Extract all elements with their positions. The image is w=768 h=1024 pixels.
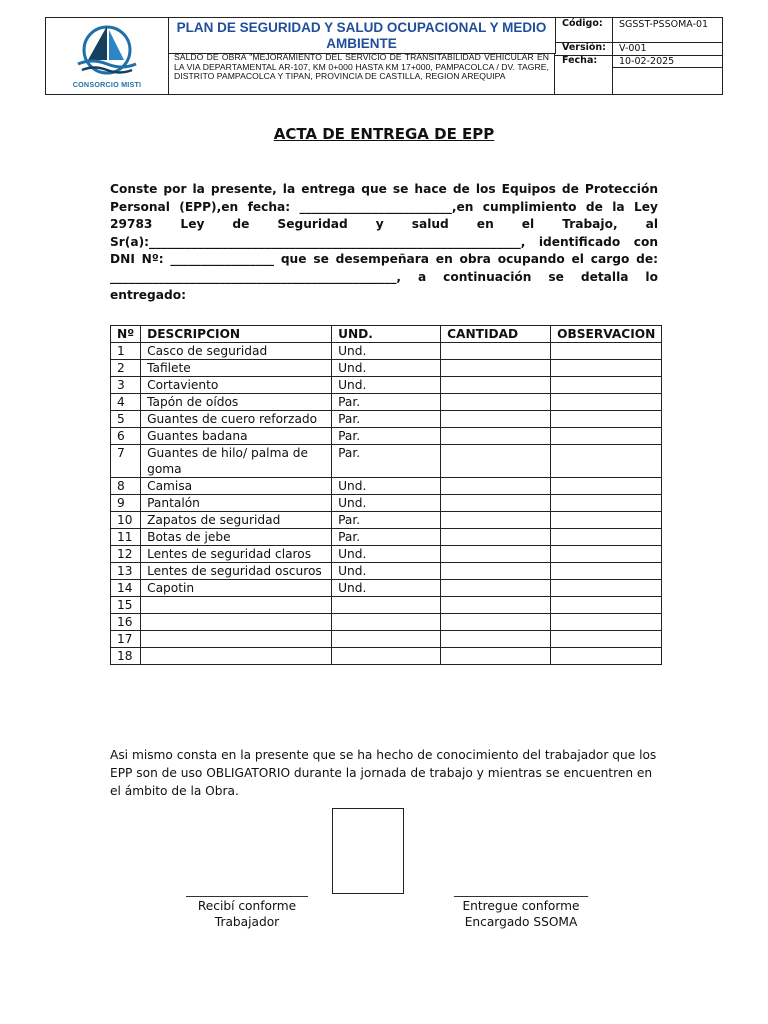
document-header bbox=[45, 17, 723, 95]
cell-number: 3 bbox=[111, 377, 141, 394]
cell-quantity bbox=[441, 631, 551, 648]
cell-number: 15 bbox=[111, 597, 141, 614]
cell-quantity bbox=[441, 614, 551, 631]
table-row bbox=[111, 648, 662, 665]
cell-quantity bbox=[441, 411, 551, 428]
table-row bbox=[111, 411, 662, 428]
cell-unit: Par. bbox=[332, 512, 441, 529]
cell-observation bbox=[551, 512, 662, 529]
cell-unit: Par. bbox=[332, 428, 441, 445]
cell-description: Capotin bbox=[141, 580, 332, 597]
company-logo-icon bbox=[66, 22, 148, 80]
cell-observation bbox=[551, 495, 662, 512]
col-header-description: DESCRIPCION bbox=[141, 326, 332, 343]
fingerprint-box bbox=[332, 808, 404, 894]
cell-unit: Und. bbox=[332, 343, 441, 360]
signature-label-delivered: Entregue conforme bbox=[462, 899, 580, 913]
document-meta bbox=[555, 18, 722, 94]
cell-quantity bbox=[441, 563, 551, 580]
cell-observation bbox=[551, 529, 662, 546]
cell-number: 7 bbox=[111, 445, 141, 478]
cell-quantity bbox=[441, 377, 551, 394]
signature-line-ssoma: ______________________ bbox=[453, 883, 589, 897]
cell-unit bbox=[332, 648, 441, 665]
table-row bbox=[111, 597, 662, 614]
signature-role-ssoma: Encargado SSOMA bbox=[464, 915, 578, 929]
company-name: CONSORCIO MISTI bbox=[72, 80, 142, 89]
cell-observation bbox=[551, 648, 662, 665]
logo-cell bbox=[46, 18, 169, 94]
cell-observation bbox=[551, 614, 662, 631]
meta-date-label: Fecha: bbox=[555, 55, 613, 94]
plan-title: PLAN DE SEGURIDAD Y SALUD OCUPACIONAL Y MEDIO AMBIENTE bbox=[176, 19, 547, 51]
cell-unit: Par. bbox=[332, 411, 441, 428]
cell-unit: Und. bbox=[332, 546, 441, 563]
cell-observation bbox=[551, 360, 662, 377]
cell-quantity bbox=[441, 445, 551, 478]
cell-observation bbox=[551, 478, 662, 495]
cell-number: 16 bbox=[111, 614, 141, 631]
cell-quantity bbox=[441, 529, 551, 546]
cell-number: 4 bbox=[111, 394, 141, 411]
cell-description: Guantes de cuero reforzado bbox=[141, 411, 332, 428]
meta-version-label: Versión: bbox=[555, 42, 613, 55]
cell-number: 13 bbox=[111, 563, 141, 580]
cell-quantity bbox=[441, 648, 551, 665]
cell-quantity bbox=[441, 428, 551, 445]
cell-quantity bbox=[441, 394, 551, 411]
cell-description bbox=[141, 648, 332, 665]
cell-quantity bbox=[441, 580, 551, 597]
cell-observation bbox=[551, 343, 662, 360]
table-row bbox=[111, 512, 662, 529]
signature-line-worker: ____________________ bbox=[186, 883, 308, 897]
cell-number: 6 bbox=[111, 428, 141, 445]
cell-number: 17 bbox=[111, 631, 141, 648]
cell-description: Guantes de hilo/ palma de goma bbox=[141, 445, 332, 478]
cell-description: Pantalón bbox=[141, 495, 332, 512]
cell-observation bbox=[551, 394, 662, 411]
cell-observation bbox=[551, 411, 662, 428]
table-row bbox=[111, 428, 662, 445]
cell-observation bbox=[551, 377, 662, 394]
cell-observation bbox=[551, 563, 662, 580]
table-header-row bbox=[111, 326, 662, 343]
cell-description: Botas de jebe bbox=[141, 529, 332, 546]
col-header-observation: OBSERVACION bbox=[551, 326, 662, 343]
intro-paragraph: Conste por la presente, la entrega que se hace de los Equipos de Protección Personal (EPP),en fecha: _________________________,en cumplimiento de la Ley 29783 Ley de Seguridad y salud en el Trabajo, al Sr(a):_____________________________________________________________, identificado con DNI Nº: _________________ que se desempeñara en obra ocupando el cargo de: _______________________________________________, a continuación se detalla lo entregado: bbox=[110, 182, 658, 302]
cell-unit: Und. bbox=[332, 563, 441, 580]
cell-number: 18 bbox=[111, 648, 141, 665]
col-header-unit: UND. bbox=[332, 326, 441, 343]
cell-quantity bbox=[441, 478, 551, 495]
table-row bbox=[111, 445, 662, 478]
table-row bbox=[111, 478, 662, 495]
cell-observation bbox=[551, 445, 662, 478]
cell-number: 1 bbox=[111, 343, 141, 360]
table-row bbox=[111, 614, 662, 631]
cell-observation bbox=[551, 631, 662, 648]
cell-unit bbox=[332, 597, 441, 614]
table-row bbox=[111, 394, 662, 411]
table-row bbox=[111, 631, 662, 648]
col-header-quantity: CANTIDAD bbox=[441, 326, 551, 343]
cell-observation bbox=[551, 428, 662, 445]
table-row bbox=[111, 495, 662, 512]
project-description: SALDO DE OBRA "MEJORAMIENTO DEL SERVICIO DE TRANSITABILIDAD VEHICULAR EN LA VIA DEPARTAMENTAL AR-107, KM 0+000 HASTA KM 17+000, PAMPACOLCA / DV. TAGRE, DISTRITO PAMPACOLCA Y TIPAN, PROVINCIA DE CASTILLA, REGION AREQUIPA bbox=[168, 53, 555, 94]
signature-label-received: Recibí conforme bbox=[197, 899, 297, 913]
cell-quantity bbox=[441, 495, 551, 512]
epp-table bbox=[110, 325, 662, 665]
note-paragraph: Asi mismo consta en la presente que se ha hecho de conocimiento del trabajador que los EPP son de uso OBLIGATORIO durante la jornada de trabajo y mientras se encuentren en el ámbito de la Obra. bbox=[110, 748, 657, 798]
meta-date-value: 10-02-2025 bbox=[613, 55, 722, 68]
cell-description: Camisa bbox=[141, 478, 332, 495]
table-row bbox=[111, 343, 662, 360]
cell-unit bbox=[332, 614, 441, 631]
cell-unit: Par. bbox=[332, 394, 441, 411]
cell-number: 10 bbox=[111, 512, 141, 529]
cell-description: Zapatos de seguridad bbox=[141, 512, 332, 529]
cell-unit: Und. bbox=[332, 495, 441, 512]
signature-role-worker: Trabajador bbox=[214, 915, 280, 929]
cell-unit: Par. bbox=[332, 445, 441, 478]
cell-number: 11 bbox=[111, 529, 141, 546]
cell-number: 5 bbox=[111, 411, 141, 428]
cell-quantity bbox=[441, 546, 551, 563]
meta-code-label: Código: bbox=[555, 18, 613, 42]
cell-description bbox=[141, 614, 332, 631]
cell-description: Tafilete bbox=[141, 360, 332, 377]
meta-code-row bbox=[555, 18, 722, 43]
cell-number: 12 bbox=[111, 546, 141, 563]
table-row bbox=[111, 377, 662, 394]
cell-unit: Und. bbox=[332, 580, 441, 597]
cell-quantity bbox=[441, 360, 551, 377]
plan-title-cell bbox=[168, 18, 556, 54]
cell-quantity bbox=[441, 343, 551, 360]
cell-description: Lentes de seguridad oscuros bbox=[141, 563, 332, 580]
cell-quantity bbox=[441, 512, 551, 529]
cell-description: Lentes de seguridad claros bbox=[141, 546, 332, 563]
cell-description: Casco de seguridad bbox=[141, 343, 332, 360]
cell-description bbox=[141, 597, 332, 614]
table-row bbox=[111, 360, 662, 377]
meta-version-row bbox=[555, 42, 722, 56]
cell-observation bbox=[551, 546, 662, 563]
cell-number: 8 bbox=[111, 478, 141, 495]
cell-unit: Und. bbox=[332, 377, 441, 394]
col-header-number: Nº bbox=[111, 326, 141, 343]
signature-ssoma bbox=[442, 882, 600, 930]
cell-description bbox=[141, 631, 332, 648]
cell-number: 9 bbox=[111, 495, 141, 512]
table-row bbox=[111, 546, 662, 563]
cell-description: Tapón de oídos bbox=[141, 394, 332, 411]
cell-observation bbox=[551, 580, 662, 597]
document-title: ACTA DE ENTREGA DE EPP bbox=[273, 125, 495, 143]
meta-version-value: V-001 bbox=[619, 43, 647, 54]
cell-quantity bbox=[441, 597, 551, 614]
table-row bbox=[111, 580, 662, 597]
cell-unit: Par. bbox=[332, 529, 441, 546]
meta-date-row bbox=[555, 55, 722, 94]
table-row bbox=[111, 563, 662, 580]
signature-worker bbox=[176, 882, 318, 930]
cell-number: 2 bbox=[111, 360, 141, 377]
cell-description: Guantes badana bbox=[141, 428, 332, 445]
cell-description: Cortaviento bbox=[141, 377, 332, 394]
meta-code-value: SGSST-PSSOMA-01 bbox=[619, 19, 709, 30]
cell-unit: Und. bbox=[332, 478, 441, 495]
table-row bbox=[111, 529, 662, 546]
cell-number: 14 bbox=[111, 580, 141, 597]
cell-observation bbox=[551, 597, 662, 614]
cell-unit bbox=[332, 631, 441, 648]
cell-unit: Und. bbox=[332, 360, 441, 377]
